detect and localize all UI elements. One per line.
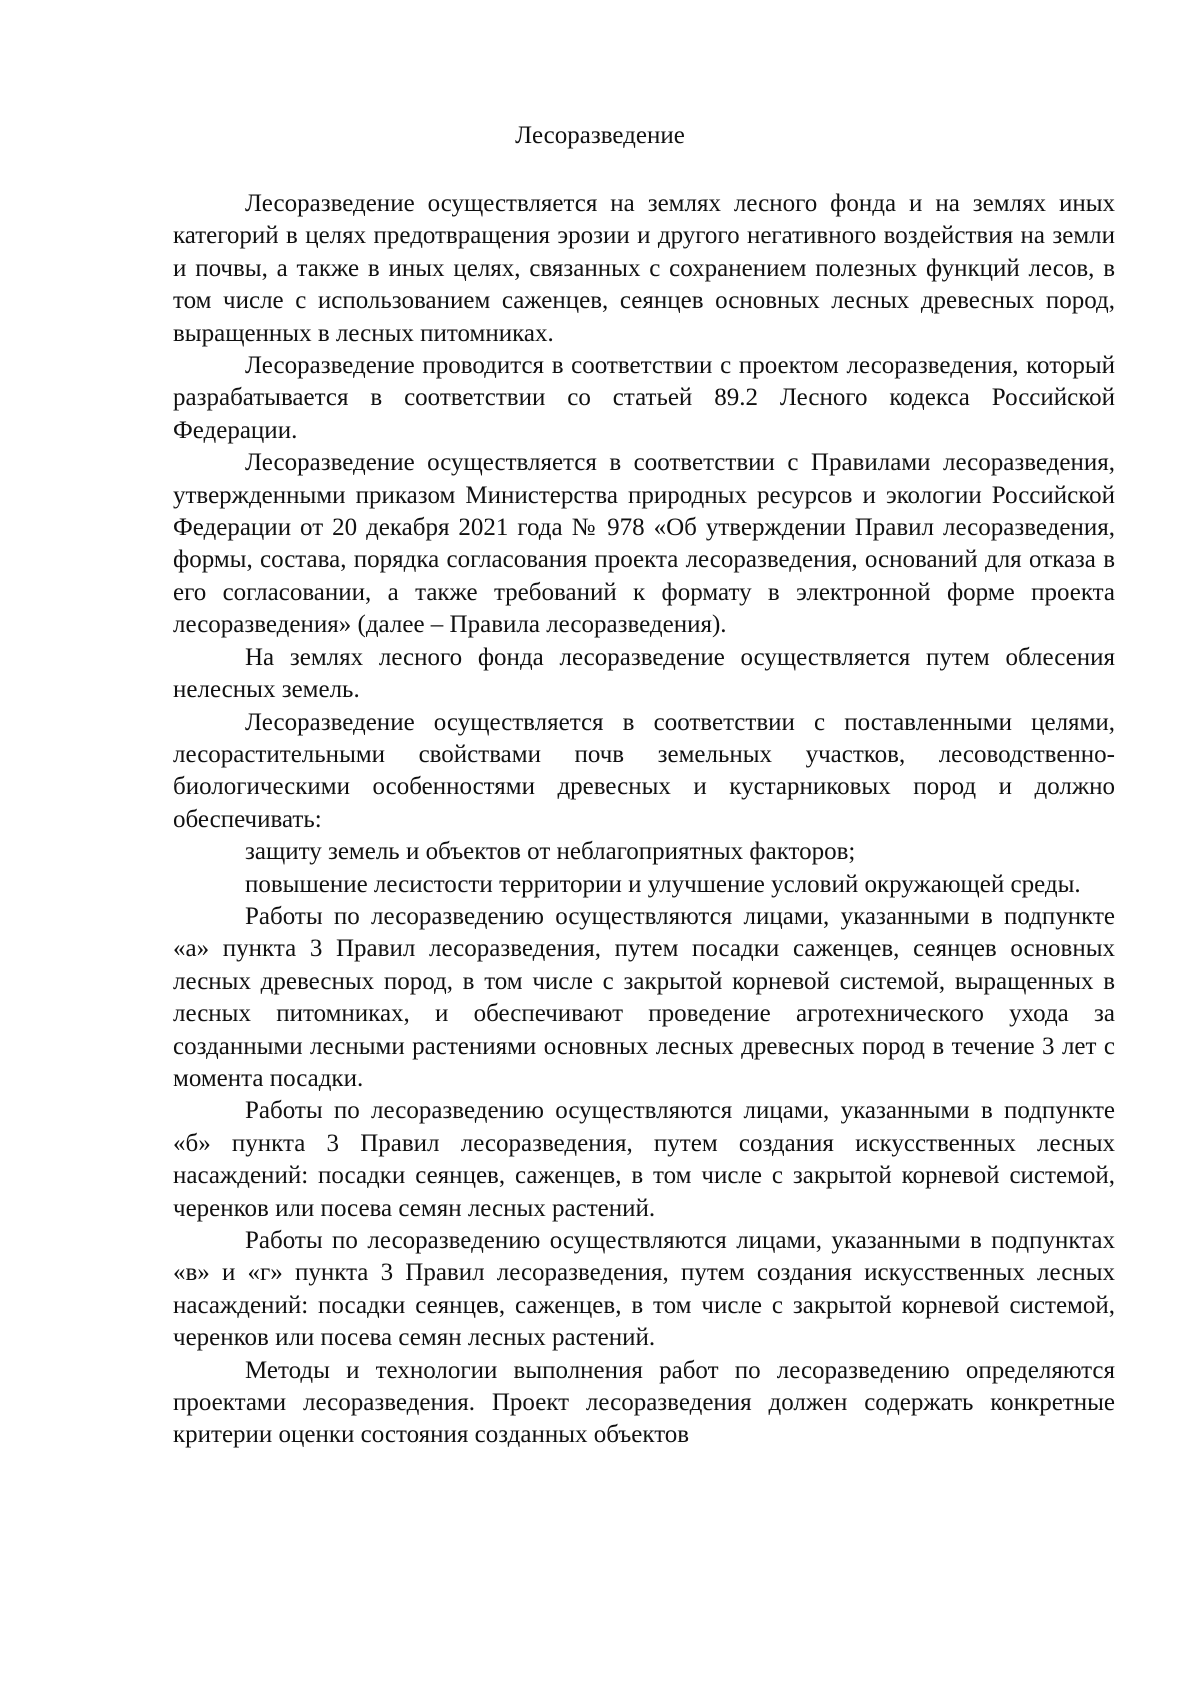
paragraph: Лесоразведение осуществляется в соответствии с поставленными целями, лесорастительными свойствами почв земельных участков, лесоводственно-биологическими особенностями древесных и кустарниковых пород и должно обеспечивать: [173,708,1115,833]
page-title: Лесоразведение [515,122,685,149]
paragraph: Работы по лесоразведению осуществляются лицами, указанными в подпункте «а» пункта 3 Правил лесоразведения, путем посадки саженцев, сеянцев основных лесных древесных пород, в том числе с закрытой корневой системой, выращенных в лесных питомниках, и обеспечивают проведение агротехнического ухода за созданными лесными растениями основных лесных древесных пород в течение 3 лет с момента посадки. [173,902,1115,1092]
paragraph: Работы по лесоразведению осуществляются лицами, указанными в подпунктах «в» и «г» пункта 3 Правил лесоразведения, путем создания искусственных лесных насаждений: посадки сеянцев, саженцев, в том числе с закрытой корневой системой, черенков или посева семян лесных растений. [173,1227,1115,1352]
paragraph: Лесоразведение проводится в соответствии с проектом лесоразведения, который разрабатывается в соответствии со статьей 89.2 Лесного кодекса Российской Федерации. [173,352,1115,444]
document-body [173,188,1115,1452]
paragraph: Лесоразведение осуществляется в соответствии с Правилами лесоразведения, утвержденными приказом Министерства природных ресурсов и экологии Российской Федерации от 20 декабря 2021 года № 978 «Об утверждении Правил лесоразведения, формы, состава, порядка согласования проекта лесоразведения, оснований для отказа в его согласовании, а также требований к формату в электронной форме проекта лесоразведения» (далее – Правила лесоразведения). [173,449,1115,639]
paragraph: На землях лесного фонда лесоразведение осуществляется путем облесения нелесных земель. [173,643,1115,704]
list-item: защиту земель и объектов от неблагоприятных факторов; [245,838,856,866]
list-item: повышение лесистости территории и улучшение условий окружающей среды. [245,870,1081,898]
paragraph: Методы и технологии выполнения работ по лесоразведению определяются проектами лесоразведения. Проект лесоразведения должен содержать конкретные критерии оценки состояния созданных объектов [173,1356,1115,1449]
paragraph: Лесоразведение осуществляется на землях лесного фонда и на землях иных категорий в целях предотвращения эрозии и другого негативного воздействия на земли и почвы, а также в иных целях, связанных с сохранением полезных функций лесов, в том числе с использованием саженцев, сеянцев основных лесных древесных пород, выращенных в лесных питомниках. [173,190,1115,347]
paragraph: Работы по лесоразведению осуществляются лицами, указанными в подпункте «б» пункта 3 Правил лесоразведения, путем создания искусственных лесных насаждений: посадки сеянцев, саженцев, в том числе с закрытой корневой системой, черенков или посева семян лесных растений. [173,1097,1115,1222]
